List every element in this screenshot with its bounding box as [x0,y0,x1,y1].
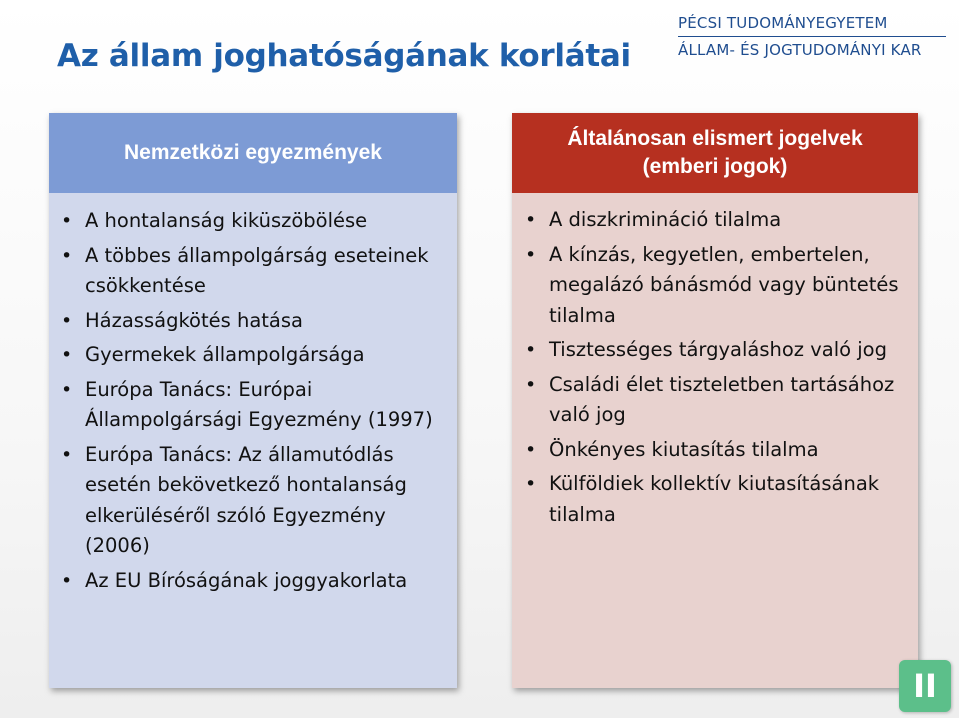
page-title: Az állam joghatóságának korlátai [57,38,631,74]
list-item: • Az EU Bíróságának joggyakorlata [85,566,449,597]
left-panel-heading: Nemzetközi egyezmények [49,113,457,193]
general-principles-panel [512,113,918,688]
list-item: • Házasságkötés hatása [85,306,449,337]
faculty-name: ÁLLAM- ÉS JOGTUDOMÁNYI KAR [678,41,922,59]
right-panel-heading [512,113,918,193]
list-item: • A diszkrimináció tilalma [549,205,910,236]
right-panel-list [512,205,918,534]
left-panel-list [49,206,457,600]
list-item: • Családi élet tiszteletben tartásához való jog [549,370,910,431]
list-item: • Önkényes kiutasítás tilalma [549,435,910,466]
list-item: • Külföldiek kollektív kiutasításának tilalma [549,469,910,530]
university-logo [678,14,946,59]
list-item: • A hontalanság kiküszöbölése [85,206,449,237]
right-panel-heading-line2: (emberi jogok) [642,155,788,178]
right-panel-heading-line1: Általánosan elismert jogelvek [567,127,863,150]
list-item: • Tisztességes tárgyaláshoz való jog [549,335,910,366]
university-name: PÉCSI TUDOMÁNYEGYETEM [678,14,946,37]
list-item: • Európa Tanács: Az államutódlás esetén bekövetkező hontalanság elkerüléséről szóló Egyezmény (2006) [85,440,449,562]
list-item: • Gyermekek állampolgársága [85,340,449,371]
section-badge[interactable]: II [899,660,951,712]
list-item: • Európa Tanács: Európai Állampolgársági Egyezmény (1997) [85,375,449,436]
international-conventions-panel [49,113,457,688]
list-item: • A többes állampolgárság eseteinek csökkentése [85,241,449,302]
list-item: • A kínzás, kegyetlen, embertelen, megalázó bánásmód vagy büntetés tilalma [549,240,910,332]
